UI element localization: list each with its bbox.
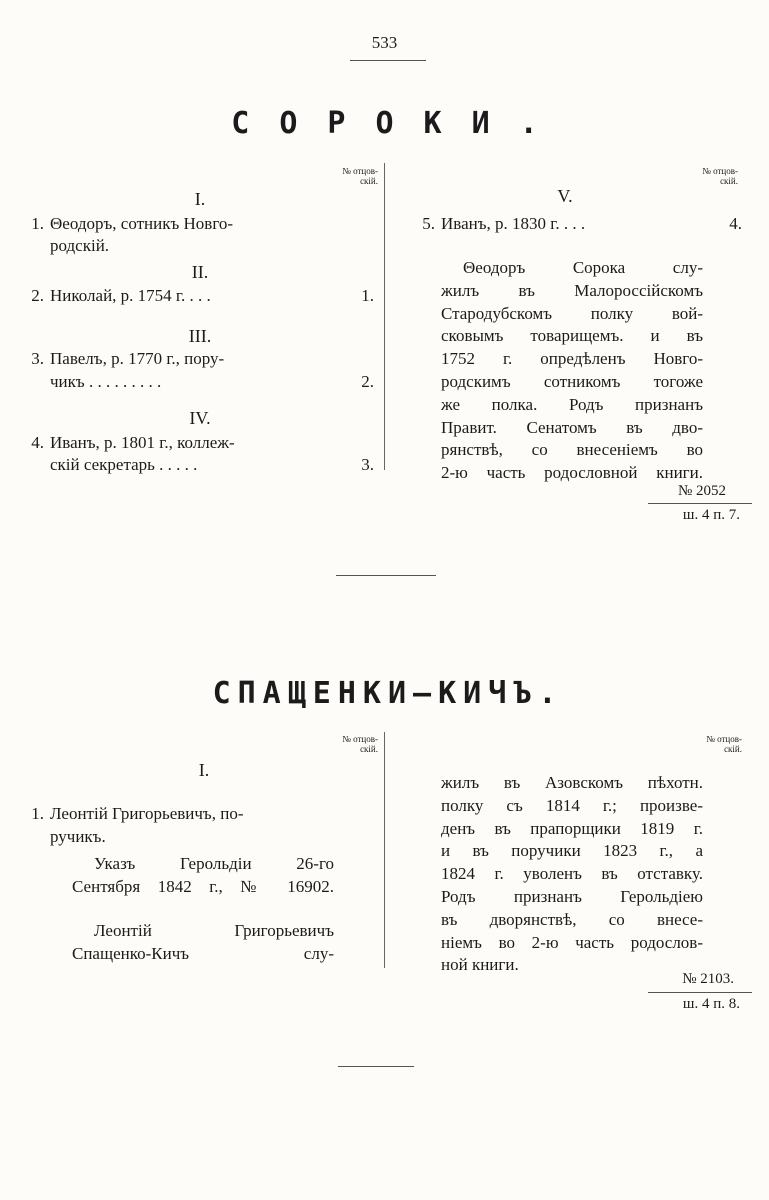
section1-entry-5: 5. Иванъ, р. 1830 г. . . . <box>422 214 586 233</box>
section2-column-divider <box>384 732 385 968</box>
section-separator-2 <box>338 1066 414 1067</box>
section1-title: СОРОКИ. <box>231 106 568 141</box>
section1-right-col-header: № отцов- скій. <box>702 166 738 186</box>
section1-entry-3-ref: 2. <box>361 372 374 391</box>
section1-gen-2: II. <box>191 262 209 282</box>
section2-paragraph-cont: жилъ въ Азовскомъ пѣхотн. полку съ 1814 г.; произве- денъ въ прапорщики 1819 г. и въ поручики 1823 г., а 1824 г. уволенъ въ отставку. Родъ признанъ Герольдіею въ дворянствѣ, со внесе- ніемъ во 2-ю часть родослов- ной книги. <box>441 773 703 975</box>
section2-entry-1-cont: ручикъ. <box>50 827 106 846</box>
section2-ukaz: Указъ Герольдіи 26-го Сентября 1842 г., № 16902. <box>72 854 334 896</box>
section1-entry-1: 1. Θеодоръ, сотникъ Новго- <box>31 214 234 233</box>
section1-entry-2-ref: 1. <box>361 286 374 305</box>
page-number: 533 <box>371 33 398 52</box>
section2-storage-mark: ш. 4 п. 8. <box>682 996 740 1012</box>
section2-paragraph-start: Леонтій Григорьевичъ Спащенко-Кичъ слу- <box>72 921 334 963</box>
section2-entry-1: 1. Леонтій Григорьевичъ, по- <box>31 804 244 823</box>
section1-paragraph: Θеодоръ Сорока слу- жилъ въ Малороссійскомъ Стародубскомъ полку вой- сковымъ товарищемъ. и въ 1752 г. опредѣленъ Новго- родскимъ сотникомъ тогоже же полка. Родъ признанъ Правит. Сенатомъ въ дво- рянствѣ, со внесеніемъ во 2-ю часть родословной книги. <box>441 258 703 483</box>
section1-entry-4-ref: 3. <box>361 455 374 474</box>
section-separator-1 <box>336 575 436 576</box>
section1-gen-1: I. <box>194 189 206 209</box>
section2-left-col-header: № отцов- скій. <box>342 734 378 754</box>
section2-doc-number: № 2103. <box>682 971 734 987</box>
section1-entry-3-cont: чикъ . . . . . . . . . <box>50 372 162 391</box>
section2-gen-1: I. <box>198 760 210 780</box>
section1-gen-4: IV. <box>189 408 211 428</box>
section1-entry-5-ref: 4. <box>729 214 742 233</box>
section1-doc-number: № 2052 <box>677 483 726 499</box>
section1-entry-3: 3. Павелъ, р. 1770 г., пору- <box>31 349 225 368</box>
section1-doc-rule <box>648 503 752 504</box>
section2-doc-rule <box>648 992 752 993</box>
section1-entry-4-cont: скій секретарь . . . . . <box>50 455 198 474</box>
section1-column-divider <box>384 163 385 470</box>
section1-gen-3: III. <box>188 326 212 346</box>
section1-entry-1-cont: родскій. <box>50 236 110 255</box>
section2-title: СПАЩЕНКИ–КИЧЪ. <box>212 676 564 711</box>
section1-gen-5: V. <box>557 186 573 206</box>
section1-entry-2: 2. Николай, р. 1754 г. . . . <box>31 286 211 305</box>
page-number-rule <box>350 60 426 61</box>
section2-right-col-header: № отцов- скій. <box>706 734 742 754</box>
section1-storage-mark: ш. 4 п. 7. <box>682 507 740 523</box>
section1-entry-4: 4. Иванъ, р. 1801 г., коллеж- <box>31 433 235 452</box>
section1-left-col-header: № отцов- скій. <box>342 166 378 186</box>
